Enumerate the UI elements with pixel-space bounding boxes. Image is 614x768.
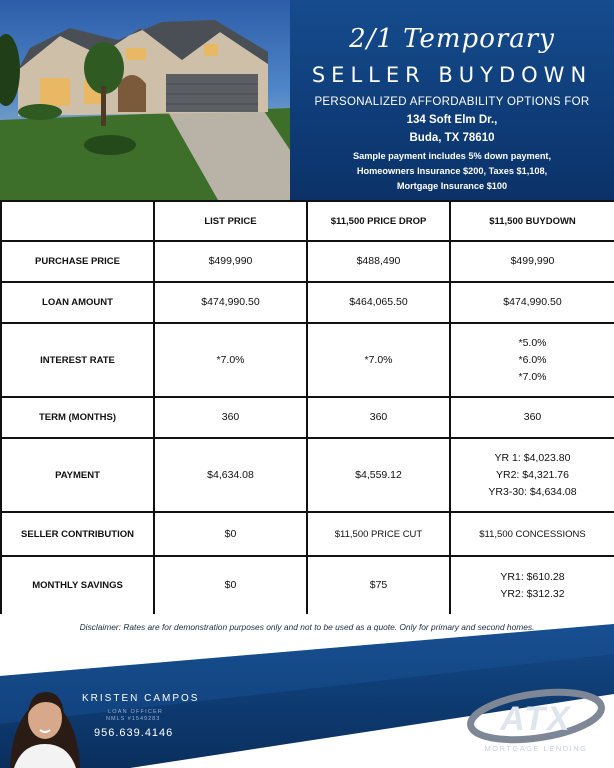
script-title: 2/1 Temporary — [349, 24, 555, 54]
subtitle: PERSONALIZED AFFORDABILITY OPTIONS FOR — [314, 96, 590, 108]
header-banner — [0, 0, 614, 200]
row-label: SELLER CONTRIBUTION — [1, 512, 154, 556]
house-illustration — [0, 0, 290, 200]
cell-buydown: $499,990 — [450, 241, 614, 282]
footer — [0, 614, 614, 768]
buydown-line: YR1: $610.28 — [500, 570, 565, 583]
agent-role: LOAN OFFICER — [108, 709, 164, 715]
cell-list: $0 — [154, 512, 307, 556]
cell-drop: 360 — [307, 397, 450, 438]
cell-list: $0 — [154, 556, 307, 615]
cell-drop: $488,490 — [307, 241, 450, 282]
header-list-price: LIST PRICE — [154, 201, 307, 241]
row-label: INTEREST RATE — [1, 323, 154, 397]
cell-buydown — [450, 556, 614, 615]
cell-list: $4,634.08 — [154, 438, 307, 512]
header-cell-empty — [1, 201, 154, 241]
cell-buydown: 360 — [450, 397, 614, 438]
logo-text: ATX — [500, 700, 572, 738]
logo-subtext: MORTGAGE LENDING — [484, 744, 588, 753]
note-line-1: Sample payment includes 5% down payment, — [352, 151, 552, 161]
row-label: PURCHASE PRICE — [1, 241, 154, 282]
atx-logo — [466, 686, 606, 758]
buydown-line: YR 1: $4,023.80 — [494, 451, 571, 464]
row-label: TERM (MONTHS) — [1, 397, 154, 438]
header-price-drop — [307, 201, 450, 241]
note-line-3: Mortgage Insurance $100 — [396, 181, 508, 191]
buydown-line: YR3-30: $4,634.08 — [488, 485, 577, 498]
agent-phone: 956.639.4146 — [94, 727, 174, 739]
agent-photo — [0, 674, 90, 768]
header-text-panel — [290, 0, 614, 200]
header-price-drop-line1: $11,500 — [330, 215, 365, 227]
disclaimer-text: Disclaimer: Rates are for demonstration purposes only and not to be used as a quote. Only for primary and second homes. — [79, 622, 535, 632]
house-photo — [0, 0, 290, 200]
buydown-line: *6.0% — [518, 353, 547, 366]
cell-buydown — [450, 438, 614, 512]
buydown-line: YR2: $312.32 — [500, 587, 565, 600]
main-title: SELLER BUYDOWN — [311, 63, 593, 87]
table-row — [1, 323, 614, 397]
table-row — [1, 397, 614, 438]
address-line-1: 134 Soft Elm Dr., — [406, 114, 498, 126]
address-line-2: Buda, TX 78610 — [409, 132, 495, 144]
agent-nmls: NMLS #1549283 — [106, 716, 161, 722]
header-buydown: $11,500 BUYDOWN — [450, 201, 614, 241]
buydown-line: *5.0% — [518, 336, 547, 349]
table-row — [1, 512, 614, 556]
table-header-row — [1, 201, 614, 241]
cell-buydown — [450, 323, 614, 397]
note-line-2: Homeowners Insurance $200, Taxes $1,108, — [356, 166, 548, 176]
cell-buydown: $474,990.50 — [450, 282, 614, 323]
cell-drop: $11,500 PRICE CUT — [307, 512, 450, 556]
cell-drop: $464,065.50 — [307, 282, 450, 323]
cell-buydown: $11,500 CONCESSIONS — [450, 512, 614, 556]
buydown-line: *7.0% — [518, 370, 547, 383]
buydown-line: YR2: $4,321.76 — [496, 468, 569, 481]
cell-list: $474,990.50 — [154, 282, 307, 323]
table-row — [1, 241, 614, 282]
row-label: PAYMENT — [1, 438, 154, 512]
table-row — [1, 282, 614, 323]
cell-drop: $75 — [307, 556, 450, 615]
row-label: MONTHLY SAVINGS — [1, 556, 154, 615]
table-row — [1, 556, 614, 615]
cell-list: *7.0% — [154, 323, 307, 397]
header-price-drop-line2: PRICE DROP — [367, 215, 427, 227]
cell-drop: *7.0% — [307, 323, 450, 397]
cell-list: $499,990 — [154, 241, 307, 282]
cell-list: 360 — [154, 397, 307, 438]
agent-name: KRISTEN CAMPOS — [82, 693, 200, 704]
comparison-table — [0, 200, 614, 616]
table-row — [1, 438, 614, 512]
cell-drop: $4,559.12 — [307, 438, 450, 512]
row-label: LOAN AMOUNT — [1, 282, 154, 323]
